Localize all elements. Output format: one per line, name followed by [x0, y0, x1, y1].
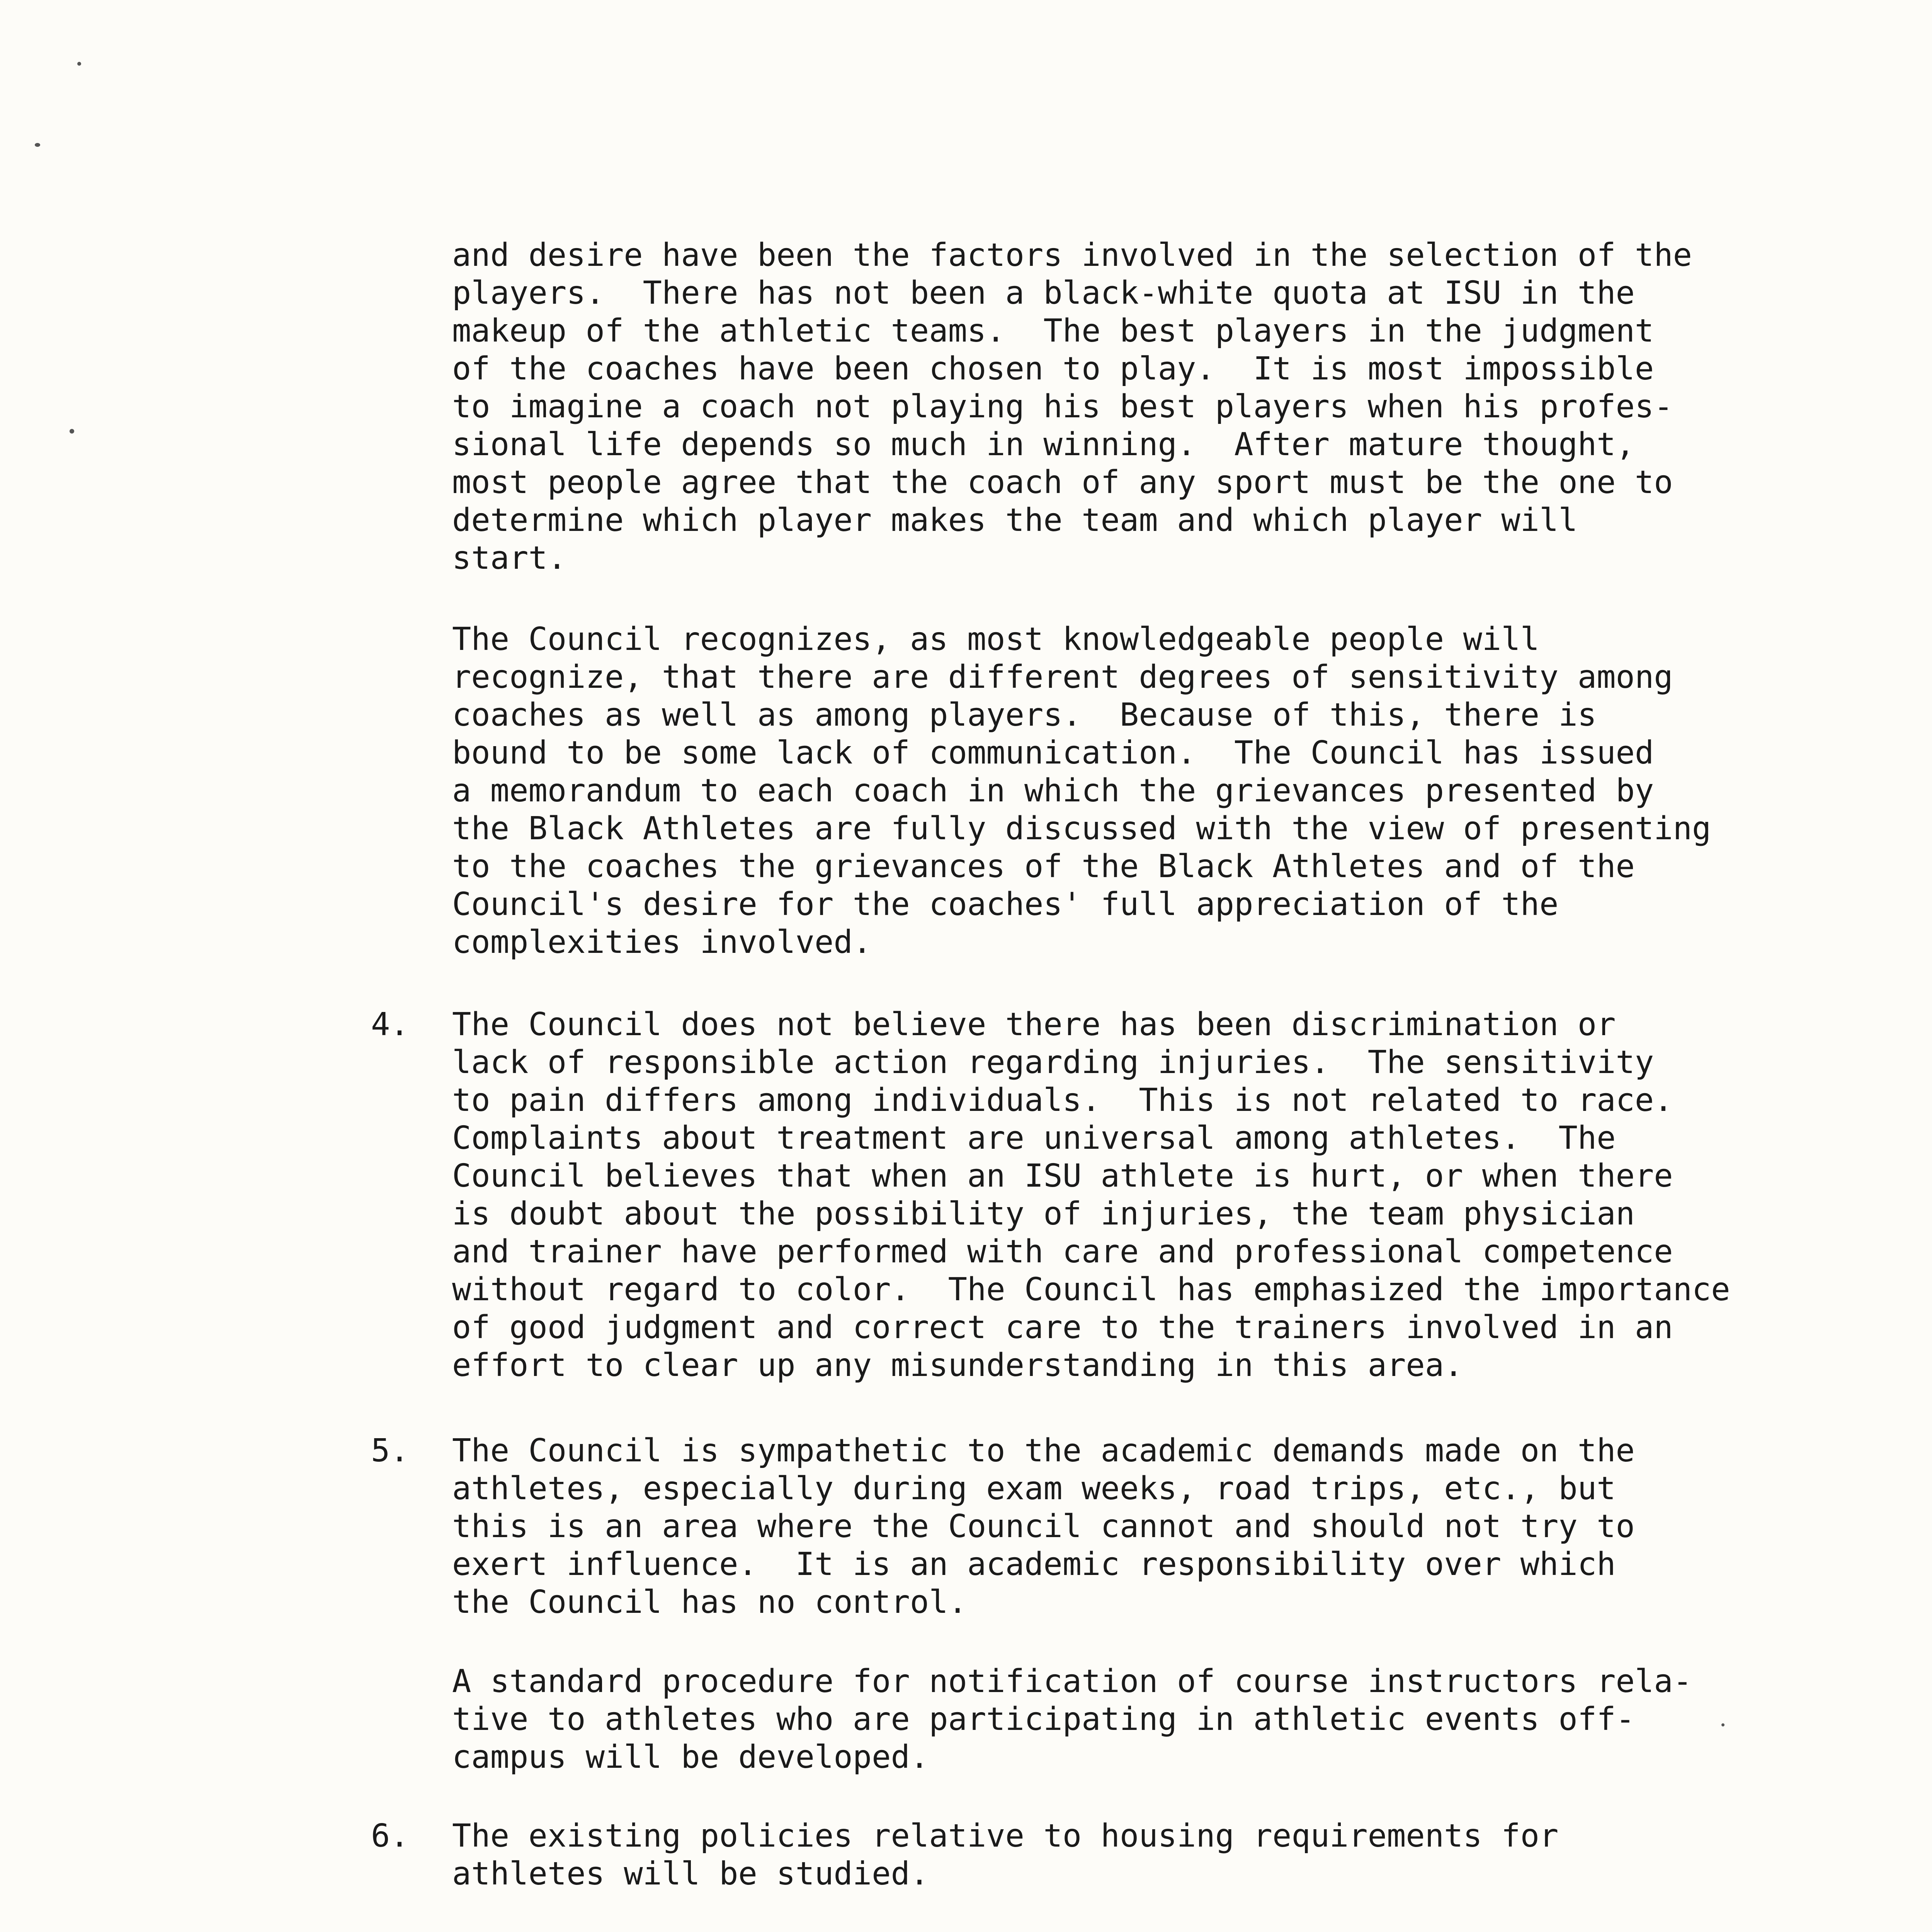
text-line: of the coaches have been chosen to play. It is most impossible — [452, 350, 1654, 387]
paragraph-item-5 — [452, 1432, 1750, 1621]
paper-speck — [70, 429, 74, 434]
text-line: complexities involved. — [452, 924, 872, 961]
text-line: and trainer have performed with care and professional competence — [452, 1233, 1673, 1270]
text-line: this is an area where the Council cannot and should not try to — [452, 1508, 1635, 1545]
text-line: is doubt about the possibility of injuries, the team physician — [452, 1196, 1635, 1232]
text-line: athletes will be studied. — [452, 1855, 929, 1892]
text-line: athletes, especially during exam weeks, road trips, etc., but — [452, 1470, 1616, 1507]
text-line: recognize, that there are different degrees of sensitivity among — [452, 659, 1673, 696]
text-line: coaches as well as among players. Because of this, there is — [452, 697, 1597, 733]
text-line: lack of responsible action regarding injuries. The sensitivity — [452, 1044, 1654, 1081]
text-line: the Black Athletes are fully discussed with the view of presenting — [452, 810, 1711, 847]
text-line: to the coaches the grievances of the Black Athletes and of the — [452, 848, 1635, 885]
text-line: The Council is sympathetic to the academic demands made on the — [452, 1432, 1635, 1469]
text-line: the Council has no control. — [452, 1584, 967, 1621]
text-line: players. There has not been a black-white quota at ISU in the — [452, 275, 1635, 311]
text-line: start. — [452, 540, 567, 577]
text-line: a memorandum to each coach in which the grievances presented by — [452, 772, 1654, 809]
text-line: of good judgment and correct care to the trainers involved in an — [452, 1309, 1673, 1346]
paragraph-notification-procedure — [452, 1663, 1750, 1776]
paper-speck — [35, 143, 40, 147]
paper-speck — [77, 62, 81, 66]
text-line: to imagine a coach not playing his best players when his profes- — [452, 388, 1673, 425]
text-line: and desire have been the factors involved in the selection of the — [452, 237, 1692, 274]
item-number: 5. — [371, 1432, 409, 1469]
text-line: Complaints about treatment are universal among athletes. The — [452, 1120, 1616, 1156]
text-line: effort to clear up any misunderstanding in this area. — [452, 1347, 1463, 1384]
paragraph-item-6 — [452, 1817, 1750, 1893]
item-number: 6. — [371, 1818, 409, 1854]
text-line: to pain differs among individuals. This is not related to race. — [452, 1082, 1673, 1119]
text-line: sional life depends so much in winning. After mature thought, — [452, 426, 1635, 463]
text-line: bound to be some lack of communication. The Council has issued — [452, 735, 1654, 771]
text-line: most people agree that the coach of any sport must be the one to — [452, 464, 1673, 501]
text-line: determine which player makes the team and which player will — [452, 502, 1578, 539]
text-line: without regard to color. The Council has emphasized the importance — [452, 1271, 1730, 1308]
text-line: campus will be developed. — [452, 1739, 929, 1776]
text-line: tive to athletes who are participating in athletic events off- — [452, 1701, 1635, 1738]
text-line: Council's desire for the coaches' full appreciation of the — [452, 886, 1559, 923]
text-line: A standard procedure for notification of course instructors rela- — [452, 1663, 1692, 1700]
item-number: 4. — [371, 1006, 409, 1043]
text-line: makeup of the athletic teams. The best players in the judgment — [452, 313, 1654, 349]
text-line: The existing policies relative to housing requirements for — [452, 1818, 1559, 1854]
text-line: The Council recognizes, as most knowledgeable people will — [452, 621, 1539, 658]
text-line: exert influence. It is an academic responsibility over which — [452, 1546, 1616, 1583]
paragraph-sensitivity — [452, 621, 1750, 961]
paragraph-selection-continuation — [452, 236, 1750, 577]
paragraph-item-4 — [452, 1006, 1750, 1384]
text-line: The Council does not believe there has been discrimination or — [452, 1006, 1616, 1043]
text-line: Council believes that when an ISU athlete is hurt, or when there — [452, 1158, 1673, 1194]
